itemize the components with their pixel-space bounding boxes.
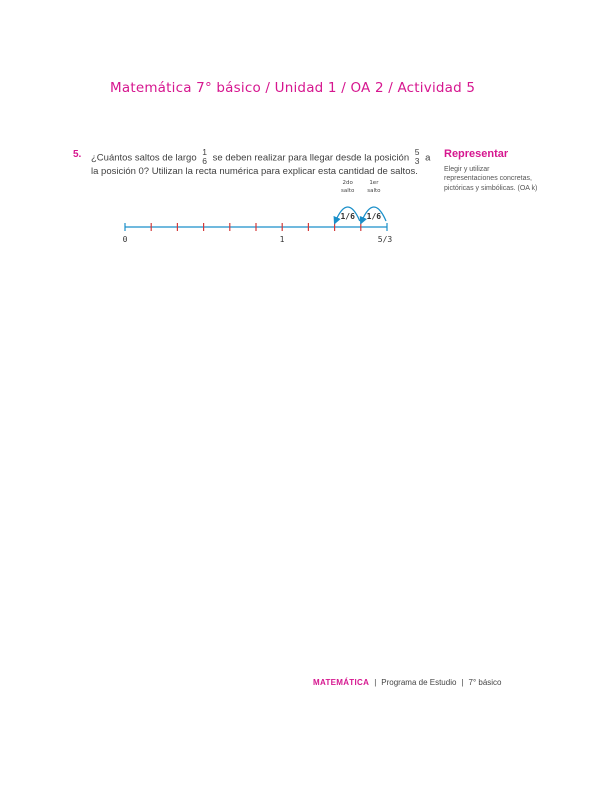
- footer-program: Programa de Estudio: [381, 678, 457, 687]
- fraction-denominator: 3: [414, 155, 420, 166]
- footer-grade: 7° básico: [468, 678, 502, 687]
- page-header-title: Matemática 7° básico / Unidad 1 / OA 2 / Actividad 5: [110, 80, 476, 96]
- footer-separator: |: [374, 678, 377, 687]
- footer-separator: |: [461, 678, 464, 687]
- jump-caption-line2: salto: [341, 188, 355, 194]
- footer: [313, 678, 502, 687]
- fraction-denominator: 6: [202, 155, 207, 166]
- question-text-part3: a: [425, 152, 431, 164]
- fraction-numerator: 1: [202, 147, 207, 157]
- number-line-diagram: [115, 175, 405, 255]
- question-text-part2: se deben realizar para llegar desde la posición: [212, 152, 410, 164]
- jump-value-label: 1/6: [340, 212, 355, 221]
- question-number: 5.: [73, 149, 82, 160]
- number-line-label-start: 0: [122, 235, 128, 244]
- question-text-part1: ¿Cuántos saltos de largo: [91, 152, 197, 164]
- number-line-jumps: [336, 180, 386, 221]
- fraction-numerator: 5: [414, 147, 420, 157]
- skill-description: Elegir y utilizar representaciones concretas, pictóricas y simbólicas. (OA k): [444, 166, 538, 192]
- number-line-label-end: 5/3: [377, 235, 393, 244]
- skill-title: Representar: [444, 148, 509, 160]
- jump-caption-line1: 2do: [342, 180, 353, 186]
- jump-caption-line2: salto: [367, 188, 381, 194]
- question-line-1: [91, 149, 430, 167]
- jump-value-label: 1/6: [366, 212, 382, 221]
- question-line-2: la posición 0? Utilizan la recta numérica para explicar esta cantidad de saltos.: [91, 166, 418, 177]
- footer-subject: MATEMÁTICA: [313, 678, 370, 687]
- fraction-five-thirds: [415, 148, 420, 166]
- jump-caption-line1: 1er: [369, 180, 379, 186]
- fraction-one-sixth: [202, 148, 207, 166]
- number-line-label-middle: 1: [279, 235, 285, 244]
